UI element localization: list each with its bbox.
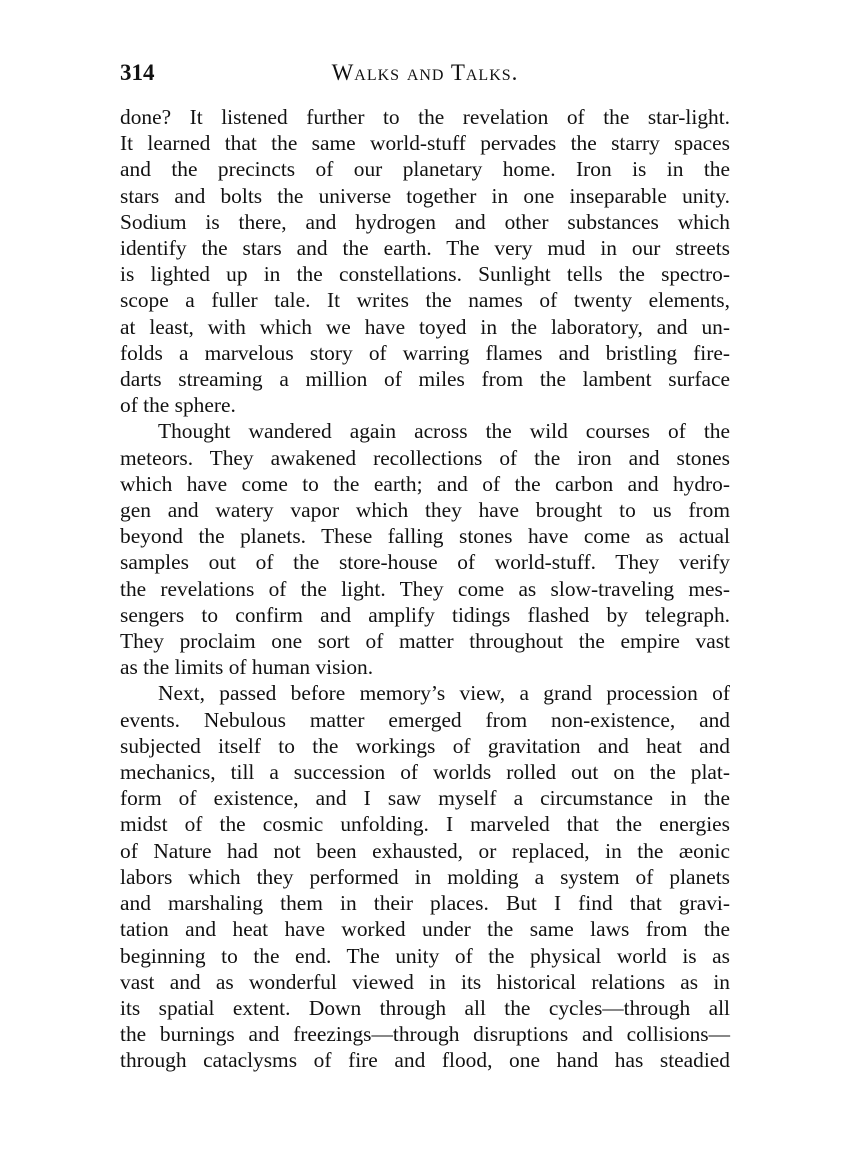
text-line: It learned that the same world-stuff pervades the starry spaces [120,131,730,156]
text-line: the burnings and freezings—through disruptions and collisions— [120,1022,730,1047]
body-text [120,104,730,1074]
text-line: scope a fuller tale. It writes the names of twenty elements, [120,288,730,313]
text-line: beyond the planets. These falling stones have come as actual [120,524,730,549]
text-line: gen and watery vapor which they have brought to us from [120,498,730,523]
text-line: events. Nebulous matter emerged from non-existence, and [120,707,730,732]
text-line: folds a marvelous story of warring flames and bristling fire- [120,340,730,365]
text-line: the revelations of the light. They come as slow-traveling mes- [120,576,730,601]
paragraph-1 [120,104,730,418]
text-line: subjected itself to the workings of gravitation and heat and [120,733,730,758]
text-line: Thought wandered again across the wild courses of the [158,419,730,444]
page-number: 314 [120,60,155,85]
text-line: of Nature had not been exhausted, or replaced, in the æonic [120,838,730,863]
text-line: its spatial extent. Down through all the cycles—through all [120,995,730,1020]
text-line: form of existence, and I saw myself a circumstance in the [120,786,730,811]
paragraph-3 [120,680,730,1073]
page-header [120,60,730,94]
text-line: sengers to confirm and amplify tidings flashed by telegraph. [120,602,730,627]
text-line: identify the stars and the earth. The very mud in our streets [120,236,730,261]
text-line: vast and as wonderful viewed in its historical relations as in [120,969,730,994]
book-page [120,60,730,1074]
text-line: done? It listened further to the revelation of the star-light. [120,105,730,129]
text-line: meteors. They awakened recollections of the iron and stones [120,445,730,470]
text-line: and marshaling them in their places. But I find that gravi- [120,891,730,916]
text-line: beginning to the end. The unity of the physical world is as [120,943,730,968]
text-line: samples out of the store-house of world-stuff. They verify [120,550,730,575]
text-line: which have come to the earth; and of the carbon and hydro- [120,471,730,496]
text-line: and the precincts of our planetary home. Iron is in the [120,157,730,182]
text-line: Next, passed before memory’s view, a grand procession of [158,681,730,706]
text-line: stars and bolts the universe together in one inseparable unity. [120,183,730,208]
text-line: Sodium is there, and hydrogen and other substances which [120,209,730,234]
running-head: Walks and Talks. [331,60,519,85]
paragraph-2 [120,418,730,680]
text-line: through cataclysms of fire and flood, one hand has steadied [120,1048,730,1073]
text-line: darts streaming a million of miles from the lambent surface [120,367,730,392]
text-line: labors which they performed in molding a system of planets [120,864,730,889]
text-line: of the sphere. [120,393,236,418]
text-line: at least, with which we have toyed in the laboratory, and un- [120,314,730,339]
text-line: is lighted up in the constellations. Sunlight tells the spectro- [120,262,730,287]
text-line: tation and heat have worked under the same laws from the [120,917,730,942]
text-line: They proclaim one sort of matter throughout the empire vast [120,629,730,654]
text-line: midst of the cosmic unfolding. I marveled that the energies [120,812,730,837]
text-line: mechanics, till a succession of worlds rolled out on the plat- [120,760,730,785]
text-line: as the limits of human vision. [120,655,374,680]
